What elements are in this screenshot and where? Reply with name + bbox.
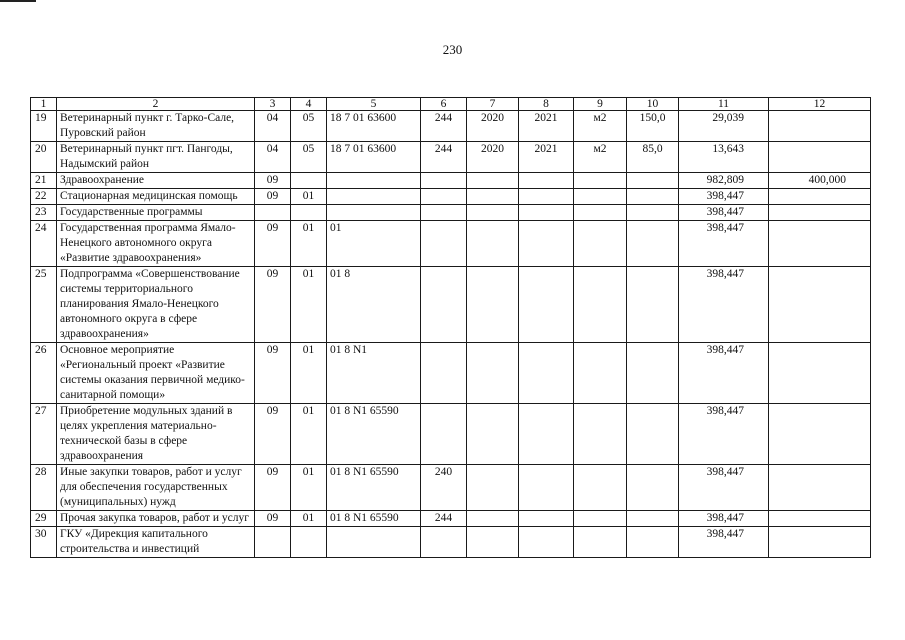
subsection-code-cell: 01 [291, 343, 327, 404]
table-row [31, 173, 871, 189]
start-year-cell [467, 221, 519, 267]
header-cell: 2 [57, 98, 255, 111]
expense-type-cell: 244 [421, 142, 467, 173]
row-name-cell: Иные закупки товаров, работ и услуг для обеспечения государственных (муниципальных) нужд [57, 465, 255, 511]
row-number-cell: 27 [31, 404, 57, 465]
table-row [31, 343, 871, 404]
subsection-code-cell: 01 [291, 267, 327, 343]
header-cell: 5 [327, 98, 421, 111]
amount-2020-cell: 398,447 [679, 465, 769, 511]
expense-type-cell: 240 [421, 465, 467, 511]
capacity-cell [627, 404, 679, 465]
row-number-cell: 26 [31, 343, 57, 404]
table-row [31, 511, 871, 527]
subsection-code-cell: 01 [291, 221, 327, 267]
capacity-cell [627, 221, 679, 267]
table-row [31, 111, 871, 142]
amount-2020-cell: 398,447 [679, 527, 769, 558]
amount-2020-cell: 982,809 [679, 173, 769, 189]
row-number-cell: 30 [31, 527, 57, 558]
amount-2021-cell [769, 189, 871, 205]
expense-type-cell [421, 205, 467, 221]
section-code-cell: 09 [255, 221, 291, 267]
amount-2020-cell: 29,039 [679, 111, 769, 142]
expense-type-cell [421, 267, 467, 343]
start-year-cell [467, 267, 519, 343]
table-row [31, 205, 871, 221]
start-year-cell: 2020 [467, 111, 519, 142]
amount-2021-cell [769, 111, 871, 142]
start-year-cell [467, 511, 519, 527]
start-year-cell [467, 527, 519, 558]
capacity-cell [627, 189, 679, 205]
subsection-code-cell: 01 [291, 404, 327, 465]
amount-2021-cell [769, 267, 871, 343]
expense-type-cell [421, 173, 467, 189]
unit-cell [574, 404, 627, 465]
section-code-cell: 09 [255, 511, 291, 527]
start-year-cell [467, 404, 519, 465]
header-cell: 10 [627, 98, 679, 111]
end-year-cell [519, 511, 574, 527]
end-year-cell [519, 173, 574, 189]
start-year-cell [467, 205, 519, 221]
section-code-cell: 09 [255, 404, 291, 465]
start-year-cell [467, 189, 519, 205]
amount-2021-cell [769, 404, 871, 465]
target-article-cell [327, 205, 421, 221]
subsection-code-cell [291, 527, 327, 558]
expense-type-cell: 244 [421, 511, 467, 527]
row-name-cell: Государственные программы [57, 205, 255, 221]
row-number-cell: 22 [31, 189, 57, 205]
end-year-cell [519, 221, 574, 267]
row-number-cell: 28 [31, 465, 57, 511]
header-cell: 3 [255, 98, 291, 111]
capacity-cell [627, 173, 679, 189]
expense-type-cell [421, 221, 467, 267]
row-number-cell: 20 [31, 142, 57, 173]
amount-2021-cell: 400,000 [769, 173, 871, 189]
header-cell: 4 [291, 98, 327, 111]
capacity-cell [627, 511, 679, 527]
table-row [31, 527, 871, 558]
row-name-cell: Стационарная медицинская помощь [57, 189, 255, 205]
row-name-cell: Приобретение модульных зданий в целях укрепления материально-технической базы в сфере здравоохранения [57, 404, 255, 465]
subsection-code-cell: 01 [291, 511, 327, 527]
row-name-cell: Прочая закупка товаров, работ и услуг [57, 511, 255, 527]
section-code-cell: 09 [255, 189, 291, 205]
target-article-cell: 01 8 N1 65590 [327, 511, 421, 527]
amount-2020-cell: 13,643 [679, 142, 769, 173]
target-article-cell [327, 527, 421, 558]
start-year-cell [467, 343, 519, 404]
capacity-cell [627, 343, 679, 404]
section-code-cell: 09 [255, 465, 291, 511]
section-code-cell: 04 [255, 111, 291, 142]
table-row [31, 142, 871, 173]
unit-cell [574, 173, 627, 189]
expense-type-cell [421, 527, 467, 558]
end-year-cell [519, 527, 574, 558]
row-name-cell: Государственная программа Ямало-Ненецкого автономного округа «Развитие здравоохранения» [57, 221, 255, 267]
subsection-code-cell: 05 [291, 142, 327, 173]
table-row [31, 404, 871, 465]
page-number: 230 [442, 42, 463, 57]
start-year-cell [467, 173, 519, 189]
section-code-cell: 09 [255, 267, 291, 343]
unit-cell: м2 [574, 142, 627, 173]
section-code-cell: 04 [255, 142, 291, 173]
header-cell: 6 [421, 98, 467, 111]
amount-2021-cell [769, 205, 871, 221]
end-year-cell: 2021 [519, 111, 574, 142]
target-article-cell: 01 [327, 221, 421, 267]
subsection-code-cell [291, 173, 327, 189]
row-number-cell: 23 [31, 205, 57, 221]
end-year-cell [519, 465, 574, 511]
section-code-cell: 09 [255, 173, 291, 189]
expense-type-cell [421, 404, 467, 465]
end-year-cell [519, 205, 574, 221]
amount-2021-cell [769, 343, 871, 404]
scan-edge-mark [0, 0, 36, 2]
row-name-cell: Ветеринарный пункт пгт. Пангоды, Надымский район [57, 142, 255, 173]
start-year-cell [467, 465, 519, 511]
header-cell: 9 [574, 98, 627, 111]
row-number-cell: 29 [31, 511, 57, 527]
target-article-cell: 18 7 01 63600 [327, 142, 421, 173]
amount-2021-cell [769, 221, 871, 267]
capacity-cell: 150,0 [627, 111, 679, 142]
end-year-cell [519, 267, 574, 343]
target-article-cell: 01 8 [327, 267, 421, 343]
row-name-cell: Ветеринарный пункт г. Тарко-Сале, Пуровский район [57, 111, 255, 142]
unit-cell [574, 221, 627, 267]
header-cell: 8 [519, 98, 574, 111]
amount-2020-cell: 398,447 [679, 267, 769, 343]
amount-2020-cell: 398,447 [679, 404, 769, 465]
unit-cell: м2 [574, 111, 627, 142]
subsection-code-cell: 05 [291, 111, 327, 142]
end-year-cell: 2021 [519, 142, 574, 173]
unit-cell [574, 511, 627, 527]
start-year-cell: 2020 [467, 142, 519, 173]
table-row [31, 465, 871, 511]
target-article-cell: 01 8 N1 65590 [327, 404, 421, 465]
end-year-cell [519, 189, 574, 205]
row-name-cell: Подпрограмма «Совершенствование системы территориального планирования Ямало-Ненецкого автономного округа в сфере здравоохранения» [57, 267, 255, 343]
row-number-cell: 19 [31, 111, 57, 142]
amount-2020-cell: 398,447 [679, 343, 769, 404]
header-cell: 7 [467, 98, 519, 111]
target-article-cell: 01 8 N1 65590 [327, 465, 421, 511]
target-article-cell [327, 173, 421, 189]
unit-cell [574, 343, 627, 404]
table-row [31, 221, 871, 267]
capacity-cell [627, 267, 679, 343]
header-cell: 11 [679, 98, 769, 111]
target-article-cell: 01 8 N1 [327, 343, 421, 404]
row-number-cell: 21 [31, 173, 57, 189]
end-year-cell [519, 404, 574, 465]
header-cell: 12 [769, 98, 871, 111]
table-header-row [31, 98, 871, 111]
unit-cell [574, 189, 627, 205]
row-number-cell: 25 [31, 267, 57, 343]
target-article-cell: 18 7 01 63600 [327, 111, 421, 142]
row-name-cell: Здравоохранение [57, 173, 255, 189]
amount-2021-cell [769, 527, 871, 558]
row-number-cell: 24 [31, 221, 57, 267]
subsection-code-cell: 01 [291, 465, 327, 511]
amount-2020-cell: 398,447 [679, 205, 769, 221]
amount-2020-cell: 398,447 [679, 189, 769, 205]
section-code-cell [255, 527, 291, 558]
amount-2021-cell [769, 511, 871, 527]
end-year-cell [519, 343, 574, 404]
table-row [31, 267, 871, 343]
row-name-cell: Основное мероприятие «Региональный проект «Развитие системы оказания первичной медико-санитарной помощи» [57, 343, 255, 404]
capacity-cell [627, 465, 679, 511]
section-code-cell: 09 [255, 343, 291, 404]
header-cell: 1 [31, 98, 57, 111]
table-row [31, 189, 871, 205]
unit-cell [574, 267, 627, 343]
amount-2021-cell [769, 142, 871, 173]
subsection-code-cell [291, 205, 327, 221]
capacity-cell [627, 527, 679, 558]
unit-cell [574, 465, 627, 511]
expense-type-cell [421, 343, 467, 404]
unit-cell [574, 527, 627, 558]
section-code-cell [255, 205, 291, 221]
amount-2021-cell [769, 465, 871, 511]
subsection-code-cell: 01 [291, 189, 327, 205]
capacity-cell: 85,0 [627, 142, 679, 173]
amount-2020-cell: 398,447 [679, 221, 769, 267]
capacity-cell [627, 205, 679, 221]
expense-type-cell [421, 189, 467, 205]
unit-cell [574, 205, 627, 221]
target-article-cell [327, 189, 421, 205]
budget-table [30, 97, 871, 558]
row-name-cell: ГКУ «Дирекция капитального строительства и инвестиций [57, 527, 255, 558]
amount-2020-cell: 398,447 [679, 511, 769, 527]
expense-type-cell: 244 [421, 111, 467, 142]
